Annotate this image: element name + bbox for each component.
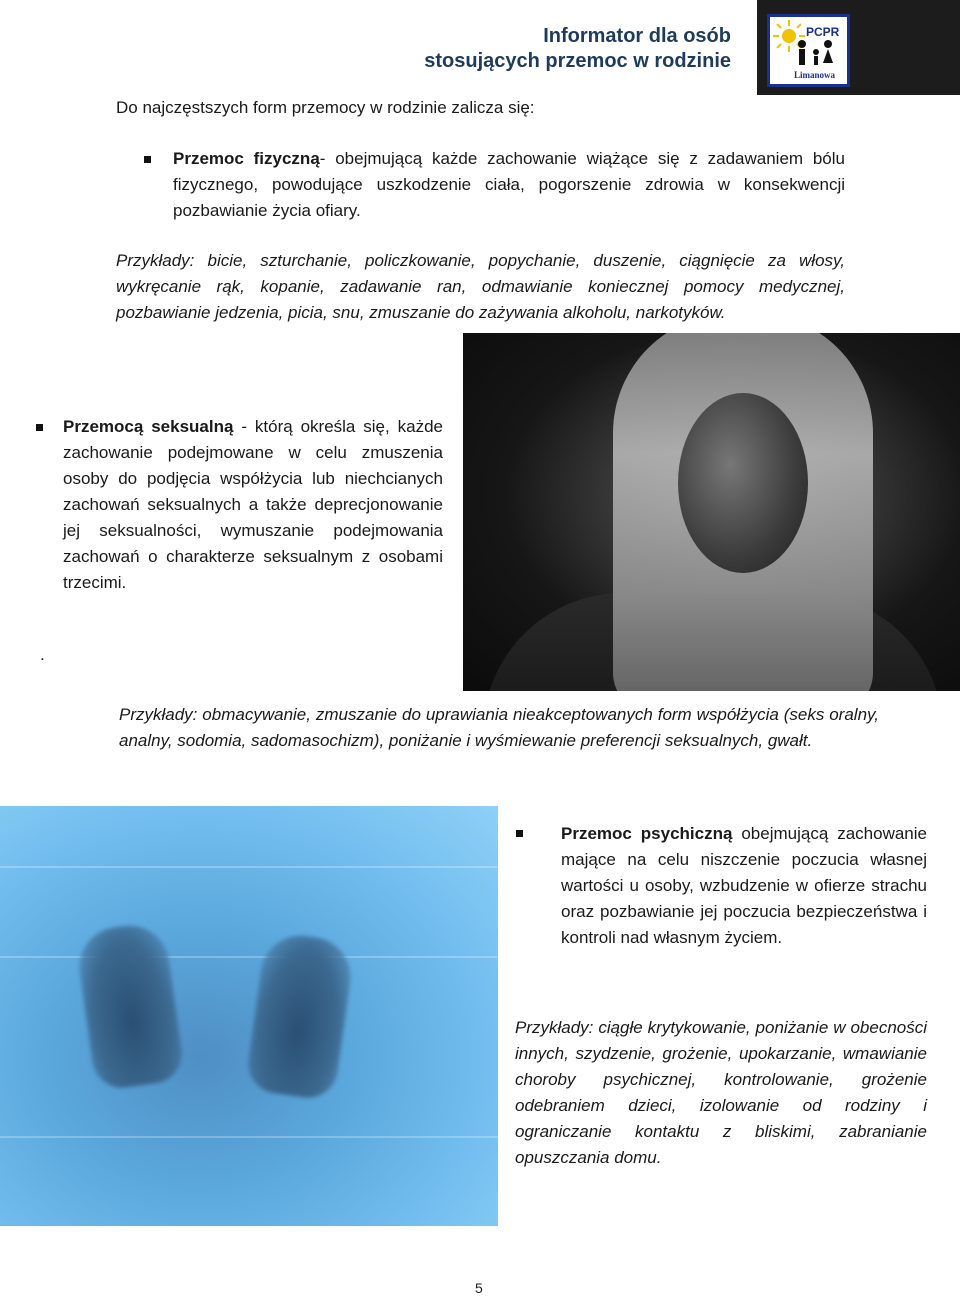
page-number: 5 [475, 1280, 483, 1296]
section-sexual [63, 414, 443, 596]
pcpr-logo [767, 14, 850, 87]
stray-dot: . [40, 645, 45, 664]
logo-panel [757, 0, 960, 95]
sheet-fold [0, 956, 498, 958]
examples-psychological: Przykłady: ciągłe krytykowanie, poniżanie w obecności innych, szydzenie, grożenie, upokarzanie, wmawianie choroby psychicznej, kontrolowanie, grożenie odebraniem dzieci, izolowanie od rodziny i ograniczanie kontaktu z bliskimi, zabranianie opuszczania domu. [515, 1018, 927, 1167]
bullet-icon [516, 830, 523, 837]
logo-subtitle: Limanowa [794, 70, 836, 80]
examples-physical: Przykłady: bicie, szturchanie, policzkowanie, popychanie, duszenie, ciągnięcie za włosy, wykręcanie rąk, kopanie, zadawanie ran, odmawianie koniecznej pomocy medycznej, pozbawianie jedzenia, picia, snu, zmuszanie do zażywania alkoholu, narkotyków. [116, 251, 845, 322]
bullet-icon [36, 424, 43, 431]
section-psychological-title: Przemoc psychiczną [561, 824, 733, 843]
section-physical [173, 146, 845, 224]
section-physical-text: - obejmującą każde zachowanie wiążące się z zadawaniem bólu fizycznego, powodujące uszkodzenie ciała, pogorszenie zdrowia w konsekwencji pozbawianie życia ofiary. [173, 149, 845, 220]
photo-sad-woman [463, 333, 960, 691]
photo-face [678, 393, 808, 573]
intro-text: Do najczęstszych form przemocy w rodzinie zalicza się: [116, 98, 535, 117]
header-title-line2: stosujących przemoc w rodzinie [424, 50, 731, 72]
header-title-line1: Informator dla osób [543, 25, 731, 47]
sheet-fold [0, 1136, 498, 1138]
examples-sexual: Przykłady: obmacywanie, zmuszanie do uprawiania nieakceptowanych form współżycia (seks oralny, analny, sodomia, sadomasochizm), poniżanie i wyśmiewanie preferencji seksualnych, gwałt. [119, 705, 879, 750]
sheet-fold [0, 866, 498, 868]
family-icon [790, 39, 840, 67]
header-title [424, 24, 731, 74]
bullet-icon [144, 156, 151, 163]
section-psychological-text: obejmującą zachowanie mające na celu niszczenie poczucia własnej wartości u osoby, wzbudzenie w ofierze strachu oraz pozbawianie jej poczucia bezpieczeństwa i kontroli nad własnym życiem. [561, 824, 927, 947]
section-psychological [561, 821, 927, 951]
logo-text: PCPR [806, 25, 840, 39]
left-hand-shadow [74, 921, 185, 1092]
section-sexual-title: Przemocą seksualną [63, 417, 234, 436]
section-physical-title: Przemoc fizyczną [173, 149, 320, 168]
section-sexual-text: - którą określa się, każde zachowanie podejmowane w celu zmuszenia osoby do podjęcia współżycia lub niechcianych zachowań seksualnych a także deprecjonowanie jej seksualności, wymuszanie podejmowania zachowań o charakterze seksualnym z osobami trzecimi. [63, 417, 443, 592]
photo-hands-behind-sheet [0, 806, 498, 1226]
